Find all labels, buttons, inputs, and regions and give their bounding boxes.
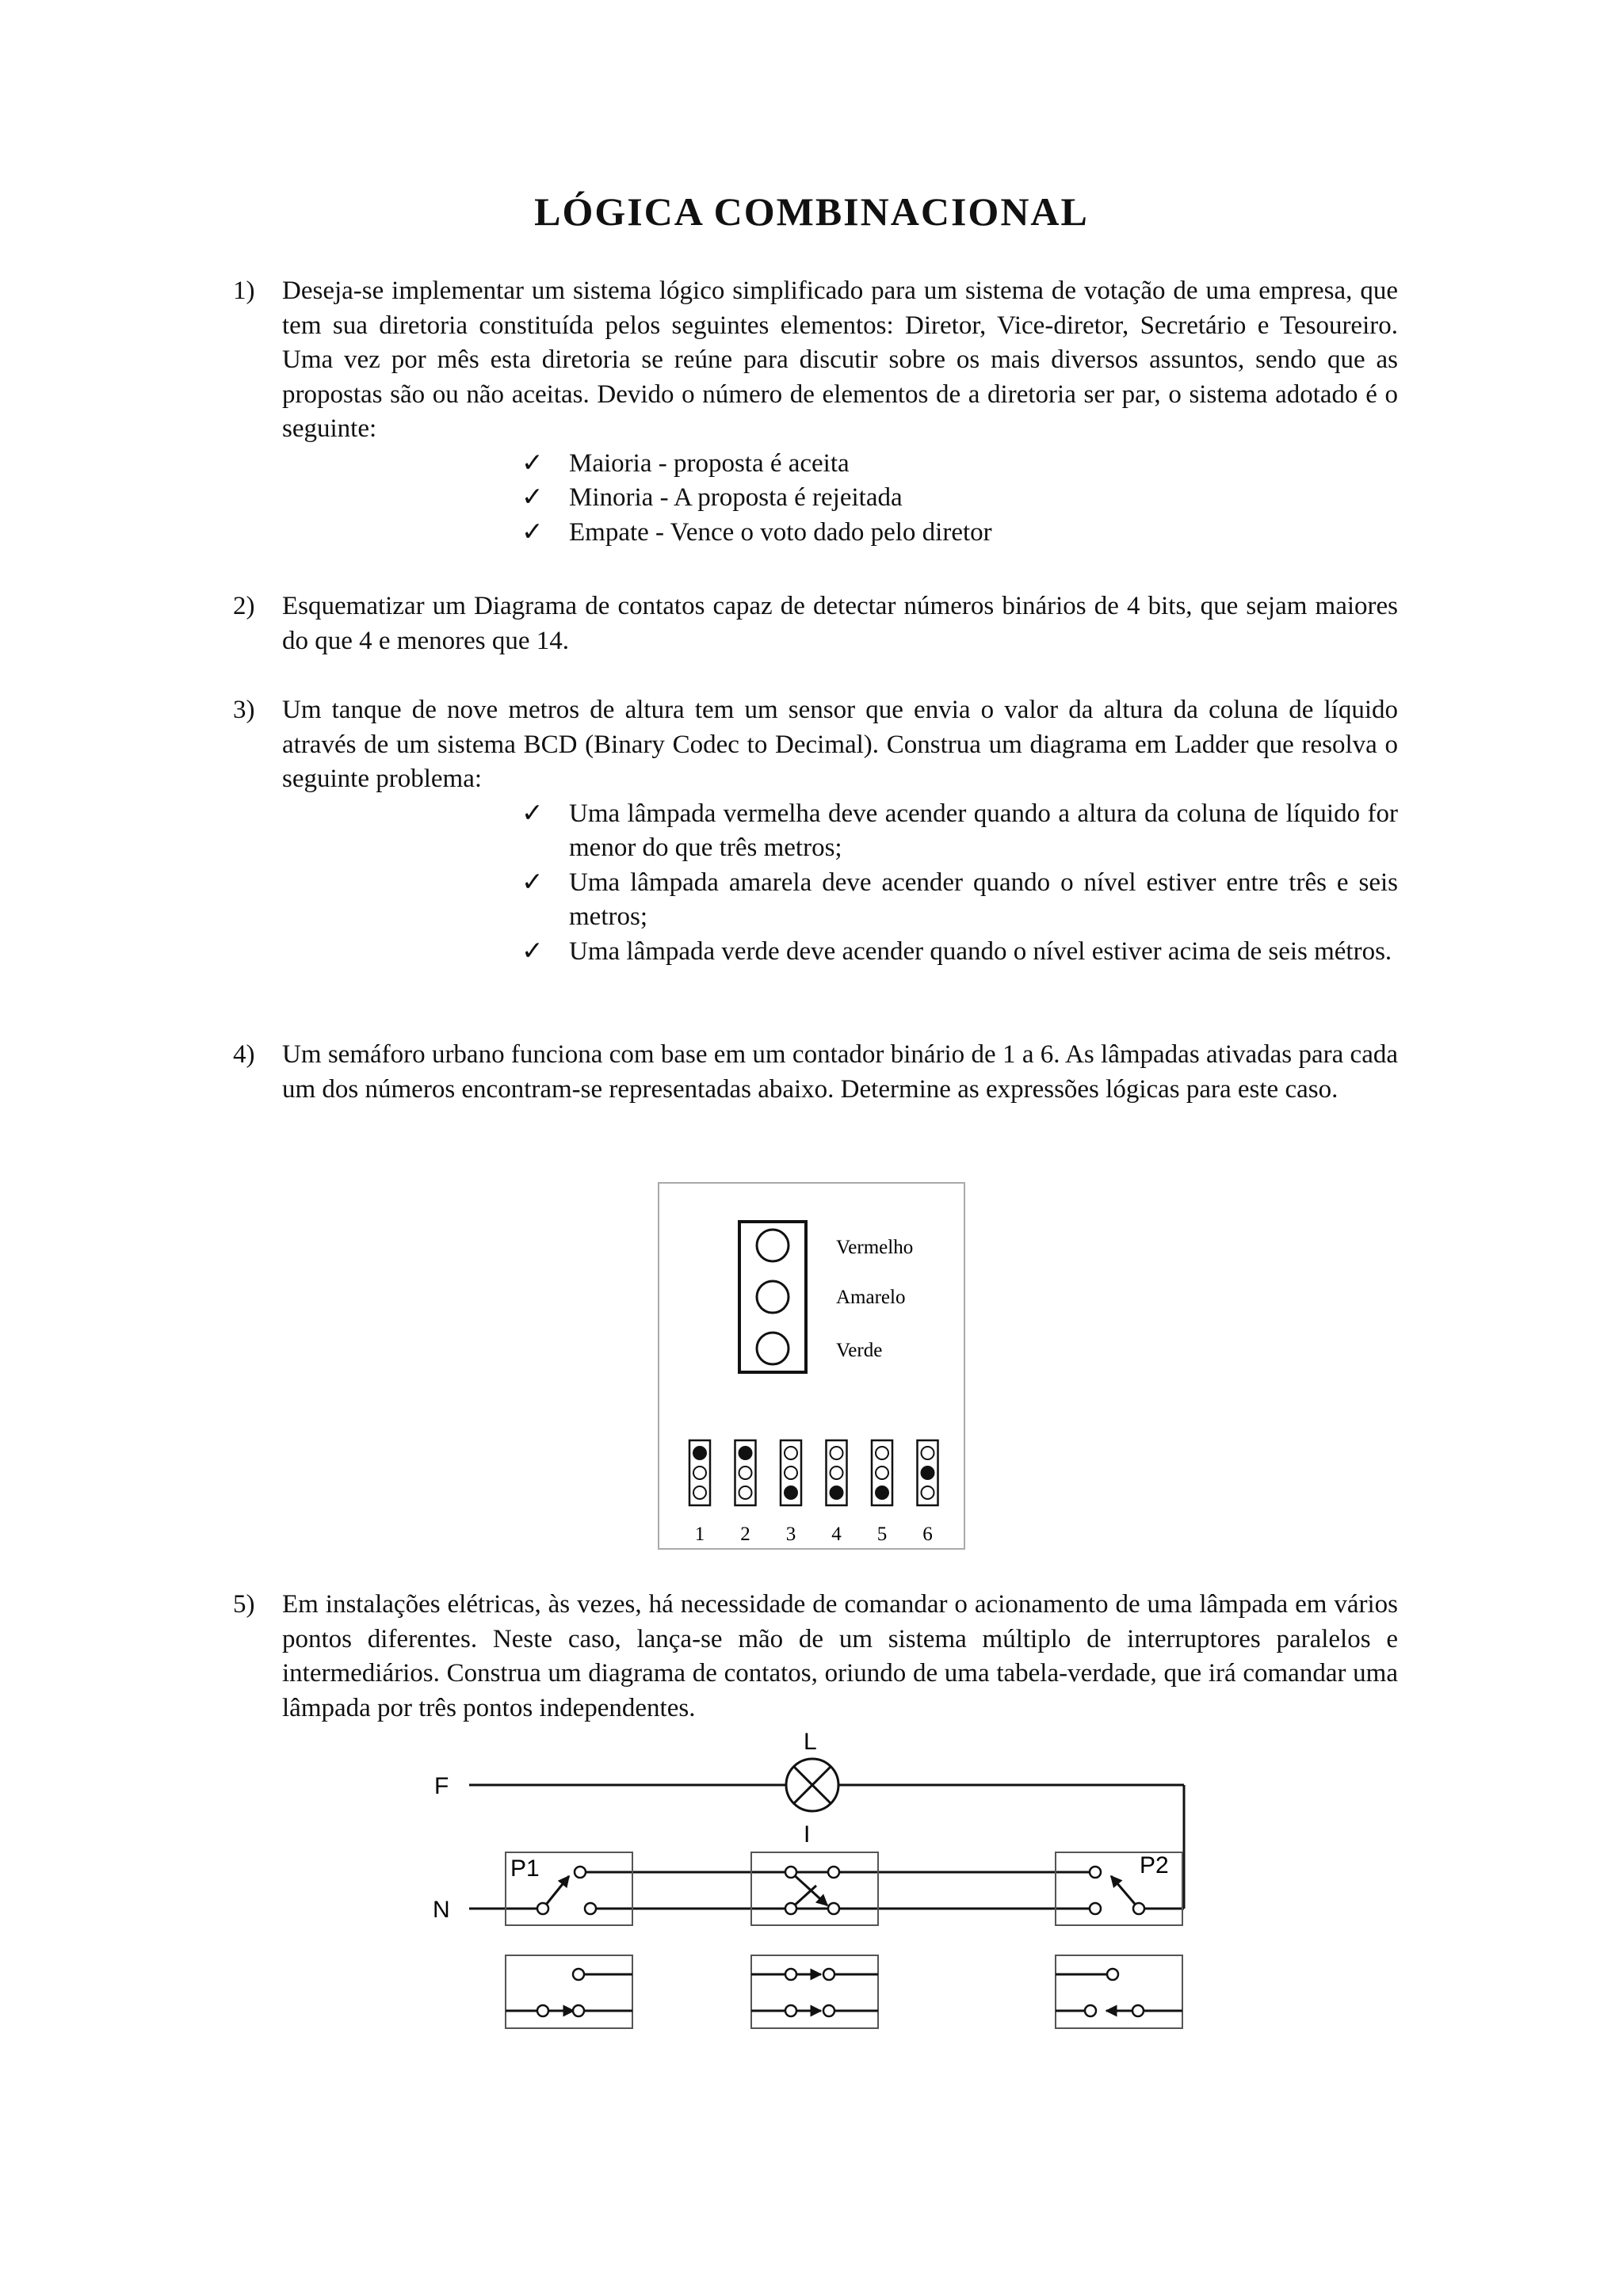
contact-icon bbox=[785, 1903, 796, 1914]
contact-icon bbox=[575, 1867, 586, 1878]
contact-icon bbox=[537, 1903, 548, 1914]
intermediate-label: I bbox=[804, 1821, 811, 1848]
question-3 bbox=[233, 693, 1398, 969]
page-title: LÓGICA COMBINACIONAL bbox=[534, 189, 1089, 234]
contact-icon bbox=[1090, 1867, 1101, 1878]
check-list bbox=[521, 447, 1398, 551]
state-number: 1 bbox=[694, 1524, 705, 1545]
list-item: ✓ Maioria - proposta é aceita bbox=[521, 447, 1398, 482]
contact-icon bbox=[573, 2005, 584, 2016]
unlit-lamp-icon bbox=[693, 1486, 706, 1499]
state-number: 2 bbox=[740, 1524, 750, 1545]
lamp-label: L bbox=[804, 1729, 817, 1755]
contact-icon bbox=[573, 1969, 584, 1980]
lit-lamp-icon bbox=[831, 1486, 843, 1499]
contact-icon bbox=[585, 1903, 596, 1914]
checkmark-icon: ✓ bbox=[521, 868, 544, 897]
unlit-lamp-icon bbox=[739, 1466, 752, 1479]
yellow-lamp-icon bbox=[757, 1281, 789, 1313]
unlit-lamp-icon bbox=[785, 1466, 797, 1479]
switch1-label: P1 bbox=[510, 1855, 540, 1882]
contact-icon bbox=[1085, 2005, 1096, 2016]
question-number: 3) bbox=[233, 696, 255, 724]
contact-icon bbox=[785, 2005, 796, 2016]
contact-icon bbox=[537, 2005, 548, 2016]
state-number: 5 bbox=[876, 1524, 888, 1545]
unlit-lamp-icon bbox=[922, 1486, 934, 1499]
state-number: 6 bbox=[922, 1524, 933, 1545]
check-list bbox=[521, 797, 1398, 970]
lit-lamp-icon bbox=[693, 1447, 706, 1459]
lit-lamp-icon bbox=[785, 1486, 797, 1499]
label-verde: Verde bbox=[836, 1340, 883, 1361]
list-item: ✓ Uma lâmpada verde deve acender quando o nível estiver acima de seis métros. bbox=[521, 935, 1398, 970]
question-number: 2) bbox=[233, 592, 255, 620]
phase-label: F bbox=[434, 1773, 449, 1799]
contact-icon bbox=[785, 1867, 796, 1878]
contact-icon bbox=[785, 1969, 796, 1980]
list-item: ✓ Uma lâmpada vermelha deve acender quando a altura da coluna de líquido for menor do que três metros; bbox=[521, 797, 1398, 866]
lit-lamp-icon bbox=[922, 1466, 934, 1479]
checkmark-icon: ✓ bbox=[521, 799, 544, 828]
traffic-light-figure bbox=[658, 1182, 967, 1551]
question-text: Um semáforo urbano funciona com base em um contador binário de 1 a 6. As lâmpadas ativadas para cada um dos números encontram-se representadas abaixo. Determine as expressões lógicas para este caso. bbox=[282, 1040, 1398, 1104]
question-text: Esquematizar um Diagrama de contatos capaz de detectar números binários de 4 bits, que sejam maiores do que 4 e menores que 14. bbox=[282, 592, 1398, 655]
unlit-lamp-icon bbox=[785, 1447, 797, 1459]
question-number: 4) bbox=[233, 1040, 255, 1069]
contact-icon bbox=[1133, 1903, 1144, 1914]
unlit-lamp-icon bbox=[831, 1466, 843, 1479]
checkmark-icon: ✓ bbox=[521, 517, 544, 547]
neutral-label: N bbox=[433, 1897, 450, 1923]
unlit-lamp-icon bbox=[876, 1466, 888, 1479]
question-number: 5) bbox=[233, 1590, 255, 1619]
contact-icon bbox=[1090, 1903, 1101, 1914]
contact-icon bbox=[1107, 1969, 1118, 1980]
list-item: ✓ Empate - Vence o voto dado pelo diretor bbox=[521, 516, 1398, 551]
label-amarelo: Amarelo bbox=[836, 1287, 906, 1308]
question-text: Deseja-se implementar um sistema lógico simplificado para um sistema de votação de uma empresa, que tem sua diretoria constituída pelos seguintes elementos: Diretor, Vice-diretor, Secretário e Tesoureiro. Uma vez por mês esta diretoria se reúne para discutir sobre os mais diversos assuntos, sendo que as propostas são ou não aceitas. Devido o número de elementos de a diretoria ser par, o sistema adotado é o seguinte: bbox=[282, 277, 1398, 443]
checkmark-icon: ✓ bbox=[521, 936, 544, 966]
question-2 bbox=[233, 589, 1398, 658]
unlit-lamp-icon bbox=[831, 1447, 843, 1459]
contact-icon bbox=[823, 1969, 834, 1980]
question-5 bbox=[233, 1588, 1398, 1726]
unlit-lamp-icon bbox=[739, 1486, 752, 1499]
question-text: Em instalações elétricas, às vezes, há necessidade de comandar o acionamento de uma lâmpada em vários pontos diferentes. Neste caso, lança-se mão de um sistema múltiplo de interruptores paralelos e intermediários. Construa um diagrama de contatos, oriundo de uma tabela-verdade, que irá comandar uma lâmpada por três pontos independentes. bbox=[282, 1590, 1398, 1722]
contact-icon bbox=[823, 2005, 834, 2016]
red-lamp-icon bbox=[757, 1230, 789, 1261]
checkmark-icon: ✓ bbox=[521, 483, 544, 512]
lit-lamp-icon bbox=[739, 1447, 752, 1459]
lamp-icon bbox=[786, 1759, 838, 1811]
contact-icon bbox=[828, 1867, 839, 1878]
list-item: ✓ Uma lâmpada amarela deve acender quando o nível estiver entre três e seis metros; bbox=[521, 866, 1398, 935]
green-lamp-icon bbox=[757, 1333, 789, 1364]
question-4 bbox=[233, 1038, 1398, 1107]
unlit-lamp-icon bbox=[876, 1447, 888, 1459]
wiring-diagram bbox=[428, 1719, 1205, 2036]
label-vermelho: Vermelho bbox=[836, 1237, 914, 1258]
question-text: Um tanque de nove metros de altura tem um sensor que envia o valor da altura da coluna de líquido através de um sistema BCD (Binary Codec to Decimal). Construa um diagrama em Ladder que resolva o seguinte problema: bbox=[282, 696, 1398, 793]
state-number: 3 bbox=[785, 1524, 796, 1545]
unlit-lamp-icon bbox=[693, 1466, 706, 1479]
question-1 bbox=[233, 274, 1398, 550]
checkmark-icon: ✓ bbox=[521, 448, 544, 478]
contact-icon bbox=[1132, 2005, 1144, 2016]
switch2-label: P2 bbox=[1140, 1852, 1169, 1878]
question-number: 1) bbox=[233, 277, 255, 305]
contact-icon bbox=[828, 1903, 839, 1914]
unlit-lamp-icon bbox=[922, 1447, 934, 1459]
state-number: 4 bbox=[831, 1524, 842, 1545]
lit-lamp-icon bbox=[876, 1486, 888, 1499]
list-item: ✓ Minoria - A proposta é rejeitada bbox=[521, 481, 1398, 516]
